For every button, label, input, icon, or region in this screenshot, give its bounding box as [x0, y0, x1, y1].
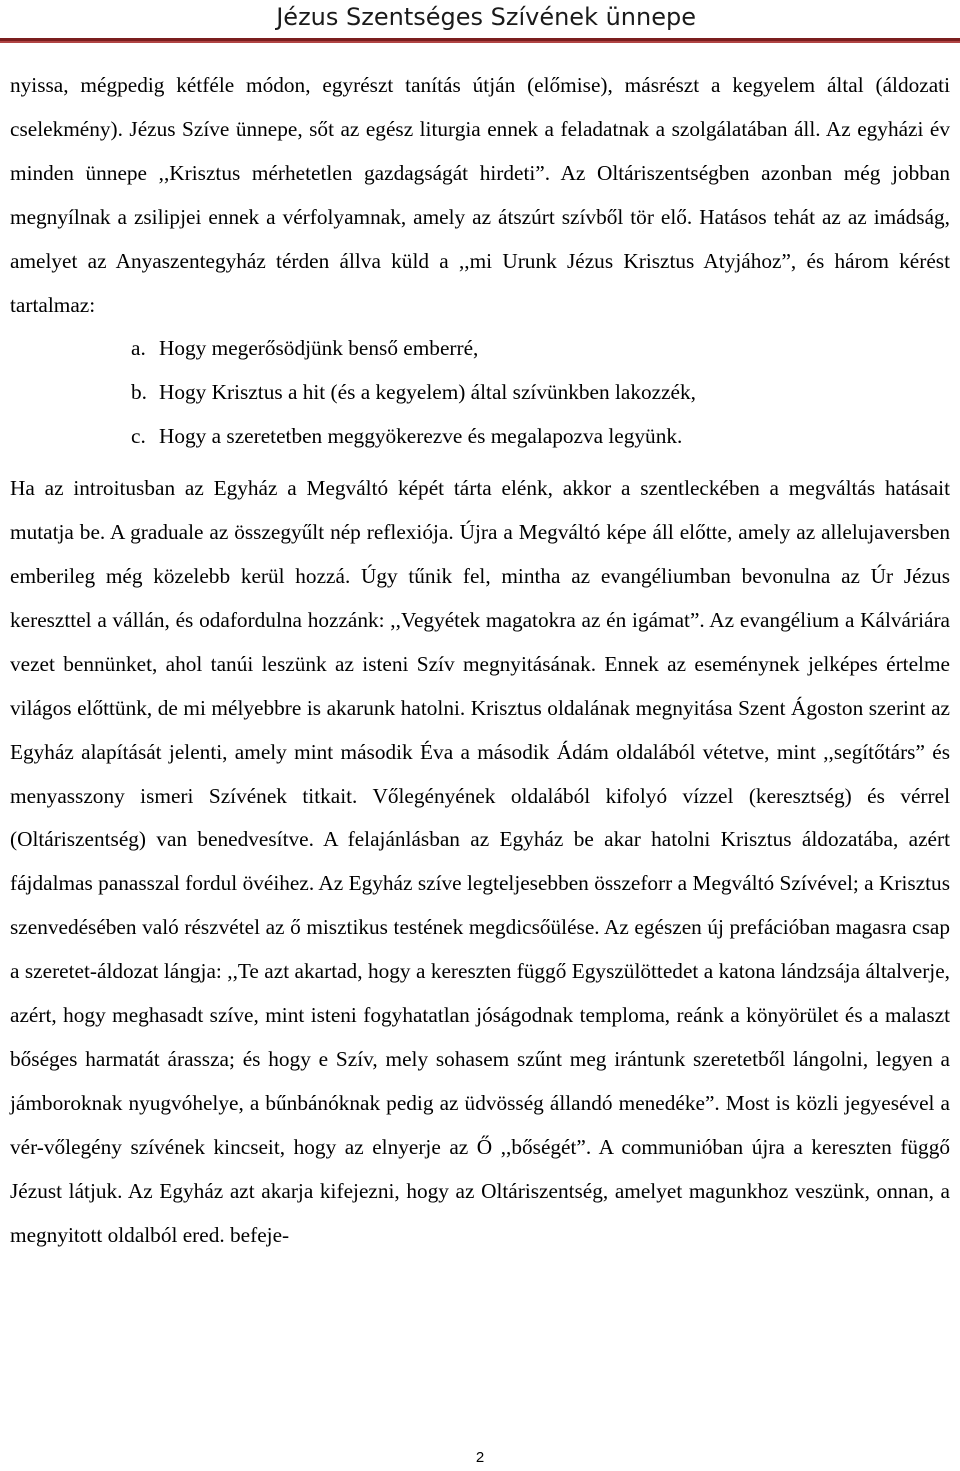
- paragraph-1: nyissa, mégpedig kétféle módon, egyrészt tanítás útján (előmise), másrészt a kegyelem által (áldozati cselekmény). Jézus Szíve ünnepe, sőt az egész liturgia ennek a feladatnak a szolgálatában áll. Az egyházi év minden ünnepe ,,Krisztus mérhetetlen gazdagságát hirdeti”. Az Oltáriszentségben azonban még jobban megnyílnak a zsilipjei ennek a vérfolyamnak, amely az átszúrt szívből tör elő. Hatásos tehát az az imádság, amelyet az Anyaszentegyház térden állva küld a ,,mi Urunk Jézus Krisztus Atyjához”, és három kérést tartalmaz:: [10, 73, 950, 317]
- page-body: [10, 64, 950, 1257]
- list-item: [10, 371, 950, 415]
- running-header: Jézus Szentséges Szívének ünnepe: [276, 3, 696, 31]
- list-item: [10, 327, 950, 371]
- header-rule: [0, 38, 960, 43]
- page-number: 2: [475, 1449, 485, 1466]
- paragraph-2: Ha az introitusban az Egyház a Megváltó képét tárta elénk, akkor a szentleckében a megváltás hatásait mutatja be. A graduale az összegyűlt nép reflexiója. Újra a Megváltó képe áll előtte, amely az allelujaversben emberileg még közelebb kerül hozzá. Úgy tűnik fel, mintha az evangéliumban bevonulna az Úr Jézus kereszttel a vállán, és odafordulna hozzánk: ,,Vegyétek magatokra az én igámat”. Az evangélium a Kálváriára vezet bennünket, ahol tanúi leszünk az isteni Szív megnyitásának. Ennek az eseménynek jelképes értelme világos előttünk, de mi mélyebbre is akarunk hatolni. Krisztus oldalának megnyitása Szent Ágoston szerint az Egyház alapítását jelenti, amely mint második Éva a második Ádám oldalából vétetve, mint ,,segítőtárs” és menyasszony ismeri Szívének titkait. Vőlegényének oldalából kifolyó vízzel (keresztség) és vérrel (Oltáriszentség) van benedvesítve. A felajánlásban az Egyház be akar hatolni Krisztus áldozatába, azért fájdalmas panasszal fordul övéihez. Az Egyház szíve legteljesebben összeforr a Megváltó Szívével; a Krisztus szenvedésében való részvétel az ő misztikus testének megdicsőülése. Az egészen új prefációban magasra csap a szeretet-áldozat lángja: ,,Te azt akartad, hogy a kereszten függő Egyszülöttedet a katona lándzsája általverje, azért, hogy meghasadt szíve, mint isteni fogyhatatlan jóságodnak temploma, reánk a könyörület és a malaszt bőséges harmatát árassza; és hogy e Szív, mely sohasem szűnt meg irántunk szeretetből lángolni, legyen a jámboroknak nyugvóhelye, a bűnbánóknak pedig az üdvösség állandó menedéke”. Most is közli jegyesével a vér-vőlegény szívének kincseit, hogy az elnyerje az Ő ,,bőségét”. A communióban újra a kereszten függő Jézust látjuk. Az Egyház azt akarja kifejezni, hogy az Oltáriszentség, amelyet magunkhoz veszünk, onnan, a megnyitott oldalból ered. befeje-: [10, 476, 950, 1247]
- list-item-text: Hogy Krisztus a hit (és a kegyelem) által szívünkben lakozzék,: [159, 380, 696, 405]
- list-marker: c.: [131, 424, 146, 449]
- list-item-text: Hogy megerősödjünk benső emberré,: [159, 336, 479, 361]
- list-marker: b.: [131, 380, 147, 405]
- list-item-text: Hogy a szeretetben meggyökerezve és megalapozva legyünk.: [159, 424, 683, 449]
- list-marker: a.: [131, 336, 146, 361]
- petition-list: [10, 327, 950, 459]
- list-item: [10, 415, 950, 459]
